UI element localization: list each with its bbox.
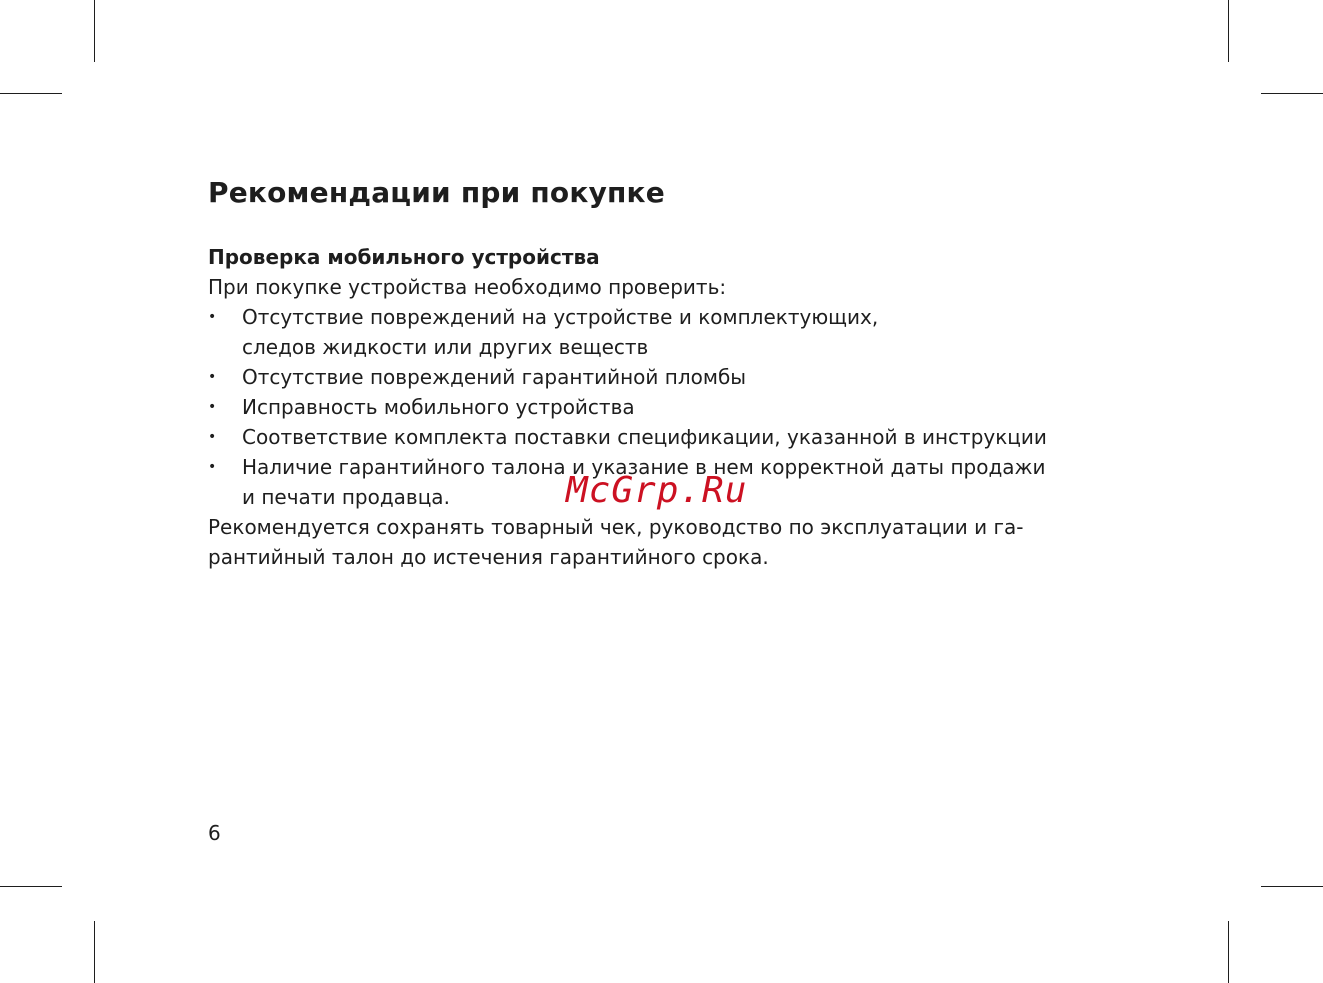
- page-title: Рекомендации при покупке: [208, 176, 665, 209]
- bullet-icon: •: [208, 369, 217, 385]
- crop-mark-top-right-vertical: [1228, 0, 1229, 62]
- crop-mark-bottom-left-vertical: [94, 921, 95, 983]
- crop-mark-top-left-vertical: [94, 0, 95, 62]
- crop-mark-top-right-horizontal: [1261, 93, 1323, 94]
- list-item-text: Отсутствие повреждений на устройстве и комплектующих, следов жидкости или других веществ: [242, 305, 879, 359]
- crop-mark-bottom-left-horizontal: [0, 886, 62, 887]
- intro-text: При покупке устройства необходимо проверить:: [208, 275, 727, 299]
- watermark-logo: McGrp.Ru: [566, 470, 748, 511]
- crop-mark-bottom-right-vertical: [1228, 921, 1229, 983]
- crop-mark-top-left-horizontal: [0, 93, 62, 94]
- list-item: [208, 362, 1148, 392]
- bullet-icon: •: [208, 399, 217, 415]
- bullet-icon: •: [208, 309, 217, 325]
- list-item-text: Соответствие комплекта поставки спецификации, указанной в инструкции: [242, 425, 1047, 449]
- crop-mark-bottom-right-horizontal: [1261, 886, 1323, 887]
- section-title: Проверка мобильного устройства: [208, 245, 600, 269]
- list-item-text: Отсутствие повреждений гарантийной пломбы: [242, 365, 747, 389]
- page-number: 6: [208, 821, 221, 845]
- list-item-text: Наличие гарантийного талона и указание в нем корректной даты продажи и печати продавца.: [242, 455, 1046, 509]
- document-content: [208, 170, 1148, 572]
- list-item: [208, 302, 1148, 362]
- bullet-icon: •: [208, 459, 217, 475]
- bullet-icon: •: [208, 429, 217, 445]
- recommendation-text: Рекомендуется сохранять товарный чек, руководство по эксплуатации и га- рантийный талон до истечения гарантийного срока.: [208, 515, 1024, 569]
- list-item: [208, 422, 1148, 452]
- list-item: [208, 392, 1148, 422]
- list-item-text: Исправность мобильного устройства: [242, 395, 635, 419]
